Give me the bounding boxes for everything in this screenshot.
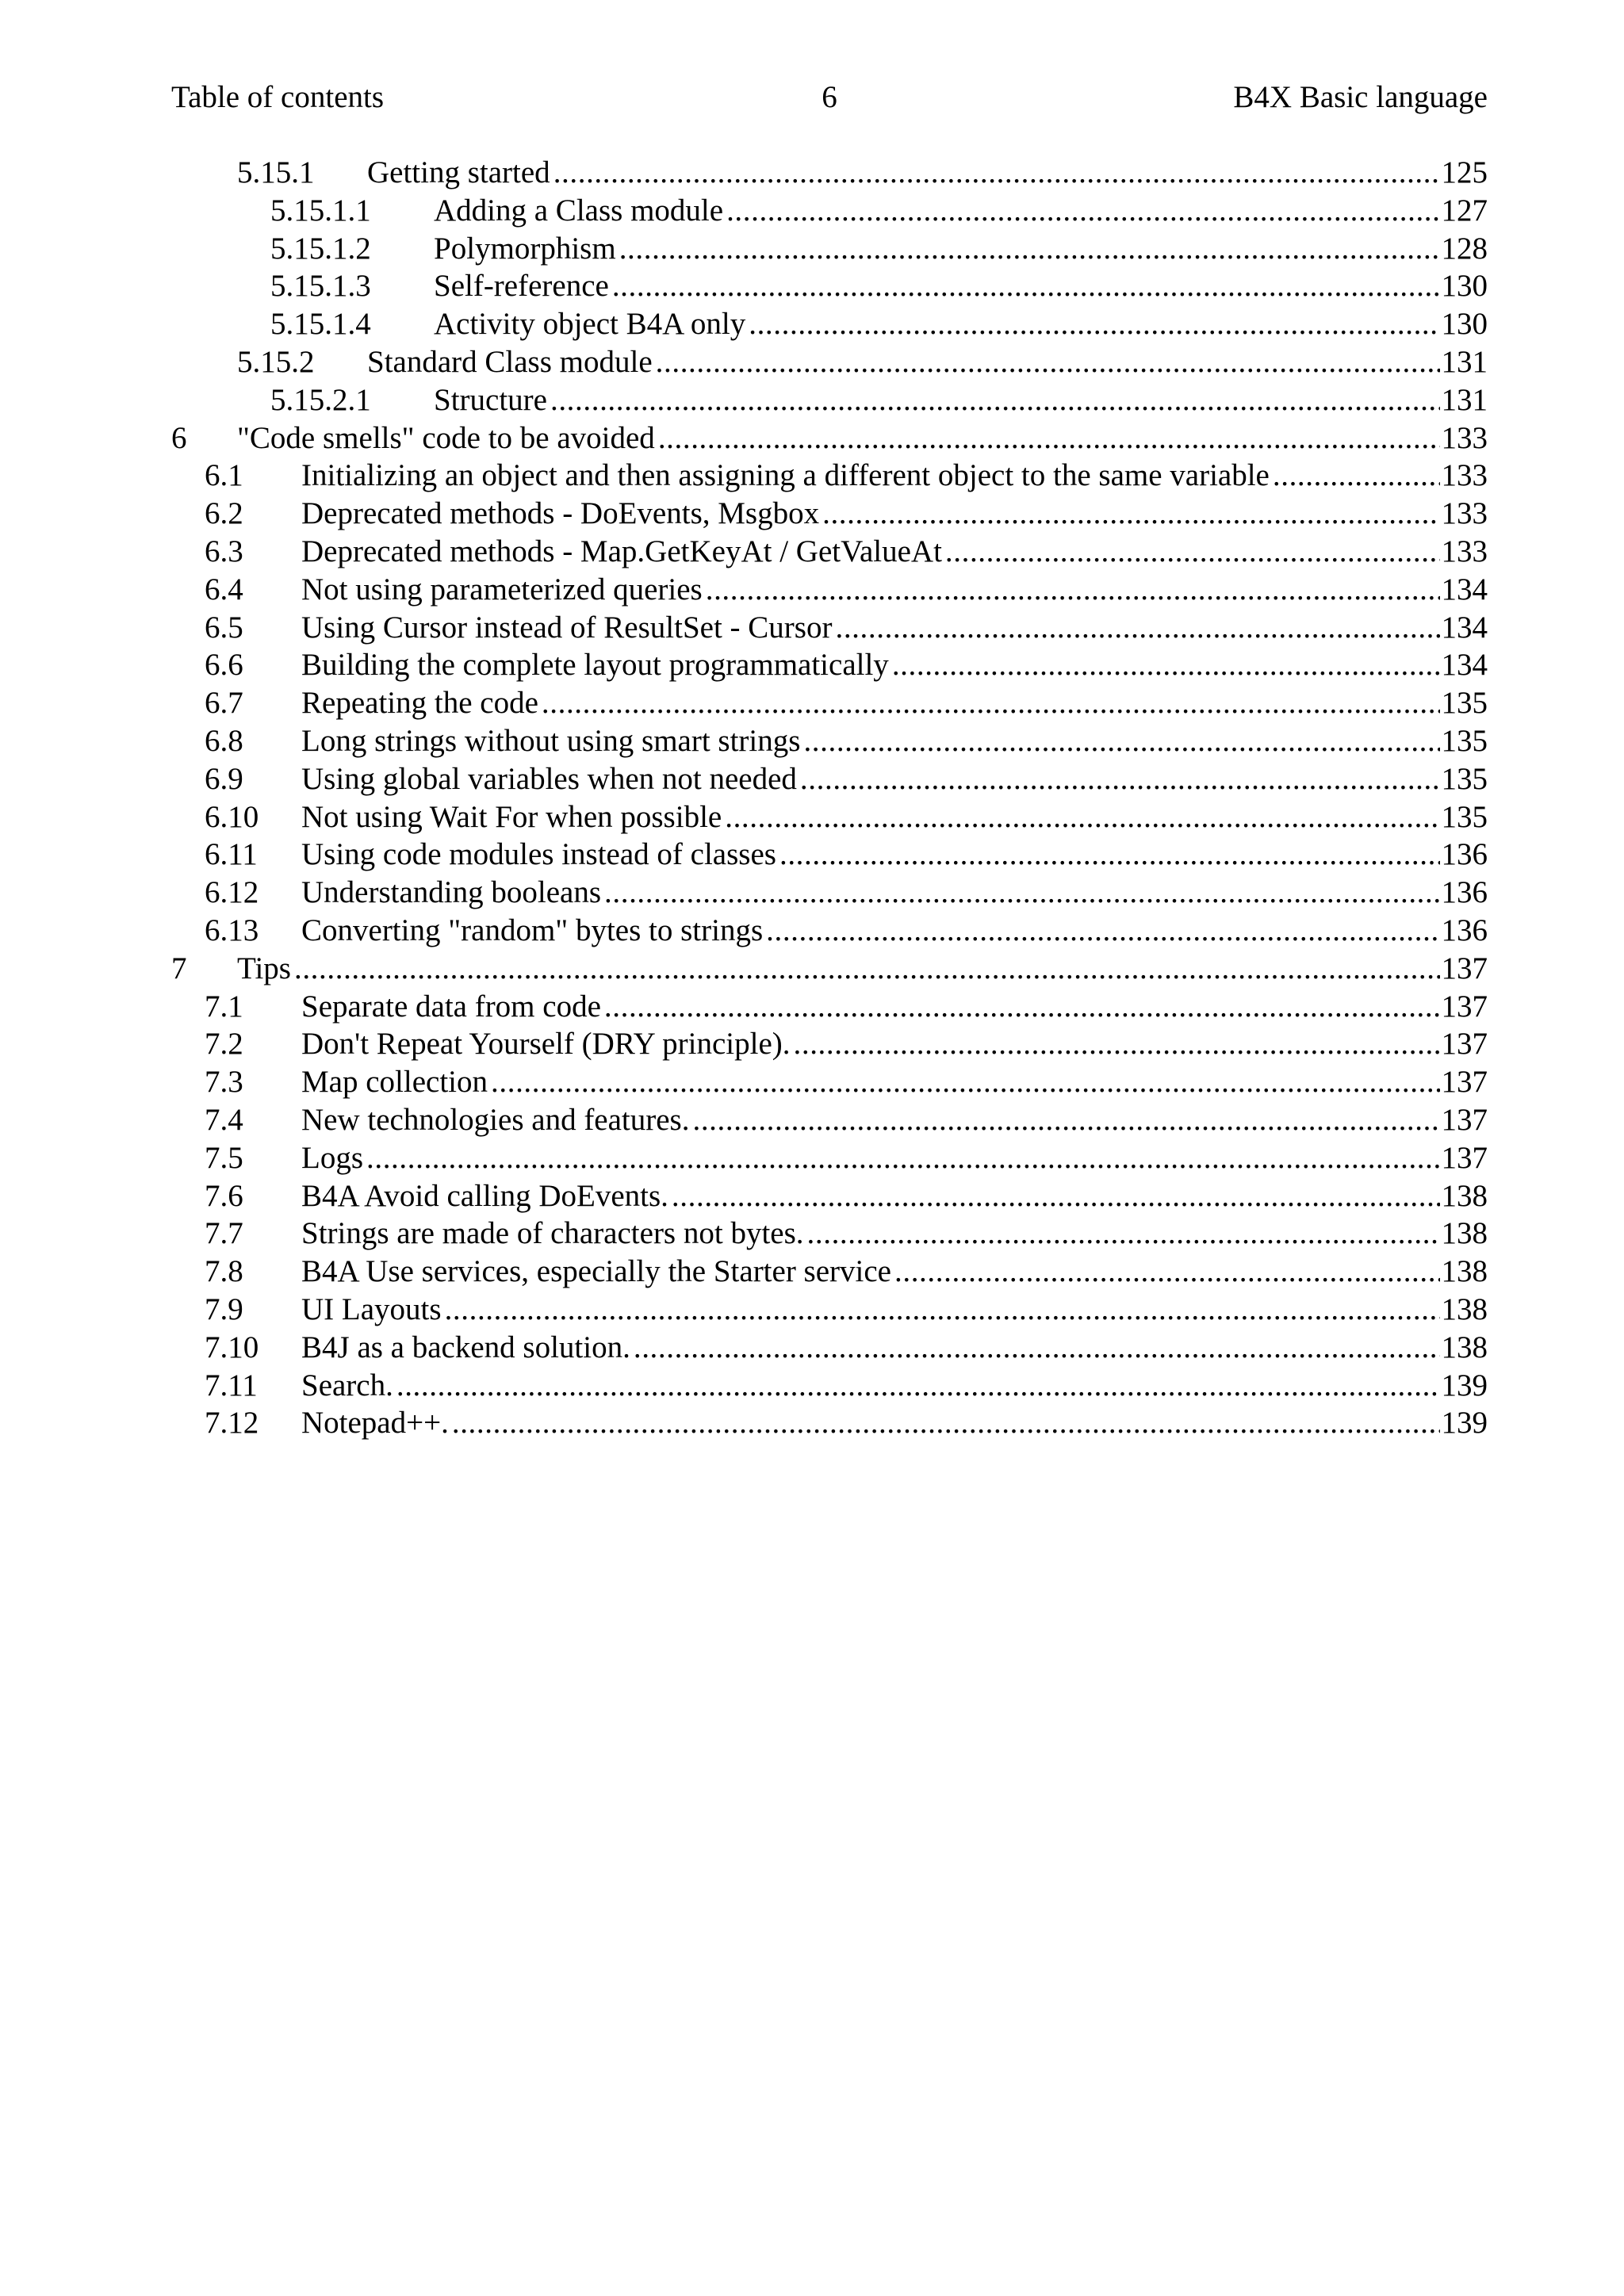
toc-entry-number: 7	[171, 951, 187, 985]
toc-entry[interactable]	[171, 798, 1488, 836]
toc-dot-leader	[604, 874, 1439, 912]
toc-entry-number: 7.6	[205, 1178, 243, 1213]
toc-entry-page: 136	[1441, 837, 1488, 872]
toc-entry[interactable]	[171, 267, 1488, 305]
toc-entry-page: 138	[1441, 1330, 1488, 1364]
toc-entry-title: Using global variables when not needed	[301, 761, 797, 796]
toc-entry[interactable]	[171, 988, 1488, 1026]
toc-dot-leader	[803, 722, 1439, 760]
toc-dot-leader	[894, 1253, 1440, 1291]
toc-entry-number: 7.4	[205, 1102, 243, 1137]
toc-dot-leader	[445, 1291, 1440, 1329]
toc-entry-number: 7.10	[205, 1330, 259, 1364]
toc-entry-line	[301, 1215, 1488, 1253]
toc-dot-leader	[725, 798, 1439, 836]
toc-entry[interactable]	[171, 1253, 1488, 1291]
toc-entry-line	[434, 305, 1488, 343]
toc-entry[interactable]	[171, 1215, 1488, 1253]
toc-entry-page: 133	[1441, 496, 1488, 531]
toc-dot-leader	[835, 609, 1439, 647]
toc-entry-page: 125	[1441, 155, 1488, 189]
toc-entry-page: 128	[1441, 231, 1488, 266]
toc-dot-leader	[892, 646, 1440, 684]
toc-entry-line	[301, 495, 1488, 533]
toc-entry[interactable]	[171, 533, 1488, 571]
toc-entry[interactable]	[171, 457, 1488, 495]
toc-entry[interactable]	[171, 154, 1488, 192]
toc-entry-line	[301, 1404, 1488, 1442]
toc-entry-line	[301, 988, 1488, 1026]
toc-entry-page: 139	[1441, 1368, 1488, 1402]
toc-entry-title: Using code modules instead of classes	[301, 837, 776, 872]
toc-entry[interactable]	[171, 646, 1488, 684]
toc-dot-leader	[692, 1101, 1439, 1139]
toc-entry-page: 133	[1441, 534, 1488, 568]
toc-entry-page: 139	[1441, 1406, 1488, 1441]
toc-entry[interactable]	[171, 343, 1488, 381]
toc-entry-page: 137	[1441, 989, 1488, 1024]
toc-dot-leader	[612, 267, 1440, 305]
toc-entry-number: 6.5	[205, 610, 243, 645]
toc-dot-leader	[619, 230, 1440, 268]
toc-dot-leader	[491, 1063, 1439, 1101]
toc-entry-title: B4A Use services, especially the Starter service	[301, 1254, 891, 1289]
toc-entry-number: 5.15.2	[237, 344, 315, 379]
toc-entry[interactable]	[171, 192, 1488, 230]
toc-dot-leader	[658, 419, 1440, 457]
toc-entry-page: 136	[1441, 913, 1488, 947]
header-document-title: B4X Basic language	[1233, 80, 1488, 114]
toc-entry-page: 131	[1441, 382, 1488, 417]
toc-dot-leader	[726, 192, 1439, 230]
toc-dot-leader	[1273, 457, 1440, 495]
toc-entry-line	[367, 343, 1488, 381]
toc-entry-page: 137	[1441, 1027, 1488, 1062]
toc-entry-page: 137	[1441, 951, 1488, 985]
toc-entry-title: Search.	[301, 1368, 393, 1402]
toc-entry[interactable]	[171, 1404, 1488, 1442]
toc-dot-leader	[634, 1329, 1440, 1367]
toc-entry-page: 135	[1441, 799, 1488, 834]
toc-entry-line	[301, 609, 1488, 647]
toc-entry-line	[434, 230, 1488, 268]
toc-entry-title: Self-reference	[434, 269, 609, 304]
toc-entry-title: Standard Class module	[367, 344, 653, 379]
header-page-number: 6	[822, 80, 837, 114]
toc-entry-number: 7.11	[205, 1368, 258, 1402]
toc-dot-leader	[945, 533, 1440, 571]
toc-entry-title: Adding a Class module	[434, 193, 724, 228]
toc-dot-leader	[396, 1367, 1440, 1405]
toc-entry-title: Logs	[301, 1140, 363, 1175]
toc-entry-page: 131	[1441, 344, 1488, 379]
toc-entry[interactable]	[171, 609, 1488, 647]
toc-entry-page: 136	[1441, 875, 1488, 910]
toc-entry-number: 6.13	[205, 913, 259, 947]
toc-entry-title: UI Layouts	[301, 1292, 442, 1326]
toc-entry-line	[434, 267, 1488, 305]
toc-dot-leader	[452, 1404, 1440, 1442]
toc-entry[interactable]	[171, 381, 1488, 419]
toc-entry-number: 6.7	[205, 686, 243, 721]
toc-entry[interactable]	[171, 1367, 1488, 1405]
toc-entry-number: 7.2	[205, 1027, 243, 1062]
toc-entry-title: Deprecated methods - Map.GetKeyAt / GetValueAt	[301, 534, 942, 568]
toc-dot-leader	[656, 343, 1440, 381]
toc-entry-line	[367, 154, 1488, 192]
toc-entry-title: B4A Avoid calling DoEvents.	[301, 1178, 668, 1213]
toc-entry-page: 137	[1441, 1140, 1488, 1175]
toc-entry[interactable]	[171, 760, 1488, 798]
toc-entry-number: 6.12	[205, 875, 259, 910]
toc-entry-page: 133	[1441, 458, 1488, 493]
toc-dot-leader	[542, 684, 1440, 722]
toc-entry-page: 127	[1441, 193, 1488, 228]
toc-entry-number: 6.2	[205, 496, 243, 531]
toc-dot-leader	[604, 988, 1440, 1026]
toc-dot-leader	[553, 154, 1440, 192]
toc-entry[interactable]	[171, 419, 1488, 457]
toc-entry-line	[301, 1101, 1488, 1139]
toc-entry[interactable]	[171, 230, 1488, 268]
toc-entry-line	[301, 760, 1488, 798]
toc-entry-number: 6.9	[205, 761, 243, 796]
page-header	[171, 78, 1488, 117]
toc-entry[interactable]	[171, 912, 1488, 950]
toc-entry-page: 134	[1441, 572, 1488, 607]
toc-entry-line	[301, 912, 1488, 950]
toc-entry-page: 135	[1441, 686, 1488, 721]
table-of-contents	[171, 154, 1488, 1442]
toc-entry-number: 7.3	[205, 1065, 243, 1100]
toc-entry-page: 137	[1441, 1102, 1488, 1137]
toc-entry-page: 138	[1441, 1178, 1488, 1213]
toc-entry-number: 7.1	[205, 989, 243, 1024]
toc-entry-title: B4J as a backend solution.	[301, 1330, 630, 1364]
header-section-title: Table of contents	[171, 80, 385, 114]
toc-entry-number: 6.6	[205, 648, 243, 683]
toc-dot-leader	[800, 760, 1440, 798]
toc-dot-leader	[550, 381, 1440, 419]
toc-dot-leader	[766, 912, 1439, 950]
toc-entry[interactable]	[171, 684, 1488, 722]
toc-entry-page: 135	[1441, 761, 1488, 796]
toc-entry-title: Getting started	[367, 155, 550, 189]
toc-entry-title: Understanding booleans	[301, 875, 602, 910]
toc-dot-leader	[672, 1177, 1440, 1215]
toc-entry-line	[301, 1139, 1488, 1177]
toc-entry[interactable]	[171, 1291, 1488, 1329]
toc-dot-leader	[807, 1215, 1440, 1253]
toc-entry-title: Deprecated methods - DoEvents, Msgbox	[301, 496, 820, 531]
toc-entry-line	[301, 1291, 1488, 1329]
toc-entry-title: Polymorphism	[434, 231, 616, 266]
toc-entry-number: 5.15.2.1	[270, 382, 371, 417]
toc-entry-page: 130	[1441, 307, 1488, 342]
toc-entry[interactable]	[171, 1139, 1488, 1177]
toc-dot-leader	[366, 1139, 1440, 1177]
toc-entry-number: 6.1	[205, 458, 243, 493]
toc-entry-line	[301, 571, 1488, 609]
toc-entry-line	[301, 722, 1488, 760]
toc-entry-page: 135	[1441, 723, 1488, 758]
toc-entry-number: 6.10	[205, 799, 259, 834]
toc-dot-leader	[749, 305, 1439, 343]
toc-entry-title: "Code smells" code to be avoided	[237, 420, 655, 455]
toc-entry-line	[301, 533, 1488, 571]
toc-entry-line	[301, 457, 1488, 495]
toc-entry-page: 130	[1441, 269, 1488, 304]
toc-entry-page: 138	[1441, 1254, 1488, 1289]
toc-entry[interactable]	[171, 836, 1488, 874]
toc-entry[interactable]	[171, 571, 1488, 609]
toc-entry-line	[301, 646, 1488, 684]
toc-entry-line	[301, 684, 1488, 722]
toc-entry[interactable]	[171, 1329, 1488, 1367]
toc-entry-line	[301, 1253, 1488, 1291]
toc-entry-page: 138	[1441, 1216, 1488, 1251]
toc-entry-title: Tips	[237, 951, 291, 985]
toc-entry-title: Repeating the code	[301, 686, 538, 721]
toc-entry-line	[434, 381, 1488, 419]
toc-entry-page: 133	[1441, 420, 1488, 455]
toc-entry-title: Activity object B4A only	[434, 307, 746, 342]
toc-entry-title: Separate data from code	[301, 989, 601, 1024]
toc-entry-number: 7.7	[205, 1216, 243, 1251]
toc-entry-page: 137	[1441, 1065, 1488, 1100]
toc-entry[interactable]	[171, 1063, 1488, 1101]
toc-entry-line	[301, 1329, 1488, 1367]
toc-entry-title: Not using parameterized queries	[301, 572, 703, 607]
toc-entry-title: Strings are made of characters not bytes.	[301, 1216, 804, 1251]
toc-entry[interactable]	[171, 874, 1488, 912]
toc-entry-page: 134	[1441, 648, 1488, 683]
toc-entry-number: 5.15.1.1	[270, 193, 371, 228]
toc-entry-number: 5.15.1.4	[270, 307, 371, 342]
toc-entry-title: Map collection	[301, 1065, 488, 1100]
toc-entry-line	[301, 1367, 1488, 1405]
toc-entry-number: 6.8	[205, 723, 243, 758]
toc-dot-leader	[706, 571, 1440, 609]
toc-entry-title: Converting "random" bytes to strings	[301, 913, 764, 947]
toc-entry-title: Long strings without using smart strings	[301, 723, 801, 758]
toc-entry[interactable]	[171, 1177, 1488, 1215]
toc-entry-number: 5.15.1	[237, 155, 315, 189]
toc-entry-number: 6.4	[205, 572, 243, 607]
toc-entry-line	[301, 1177, 1488, 1215]
toc-entry-line	[301, 1063, 1488, 1101]
toc-entry[interactable]	[171, 495, 1488, 533]
toc-entry-number: 7.8	[205, 1254, 243, 1289]
toc-entry-title: Don't Repeat Yourself (DRY principle).	[301, 1027, 791, 1062]
toc-entry-line	[301, 836, 1488, 874]
toc-entry-title: New technologies and features.	[301, 1102, 690, 1137]
toc-entry-number: 7.12	[205, 1406, 259, 1441]
toc-entry[interactable]	[171, 1101, 1488, 1139]
toc-entry[interactable]	[171, 722, 1488, 760]
toc-dot-leader	[794, 1025, 1440, 1063]
toc-entry-page: 134	[1441, 610, 1488, 645]
toc-entry-title: Structure	[434, 382, 547, 417]
toc-entry-title: Notepad++.	[301, 1406, 449, 1441]
toc-dot-leader	[822, 495, 1439, 533]
toc-entry[interactable]	[171, 305, 1488, 343]
toc-entry-line	[237, 419, 1488, 457]
toc-entry-title: Building the complete layout programmatically	[301, 648, 889, 683]
toc-entry-line	[237, 950, 1488, 988]
toc-entry-line	[301, 798, 1488, 836]
toc-entry-page: 138	[1441, 1292, 1488, 1326]
toc-entry-line	[301, 874, 1488, 912]
toc-entry-number: 6.11	[205, 837, 258, 872]
toc-dot-leader	[294, 950, 1440, 988]
toc-entry-line	[301, 1025, 1488, 1063]
toc-entry[interactable]	[171, 950, 1488, 988]
toc-entry-line	[434, 192, 1488, 230]
toc-entry[interactable]	[171, 1025, 1488, 1063]
toc-entry-title: Initializing an object and then assigning a different object to the same variable	[301, 458, 1270, 493]
toc-dot-leader	[779, 836, 1440, 874]
toc-entry-number: 6.3	[205, 534, 243, 568]
toc-entry-number: 6	[171, 420, 187, 455]
toc-entry-number: 5.15.1.2	[270, 231, 371, 266]
toc-entry-title: Not using Wait For when possible	[301, 799, 722, 834]
toc-entry-number: 7.5	[205, 1140, 243, 1175]
toc-entry-title: Using Cursor instead of ResultSet - Cursor	[301, 610, 833, 645]
toc-entry-number: 5.15.1.3	[270, 269, 371, 304]
toc-entry-number: 7.9	[205, 1292, 243, 1326]
